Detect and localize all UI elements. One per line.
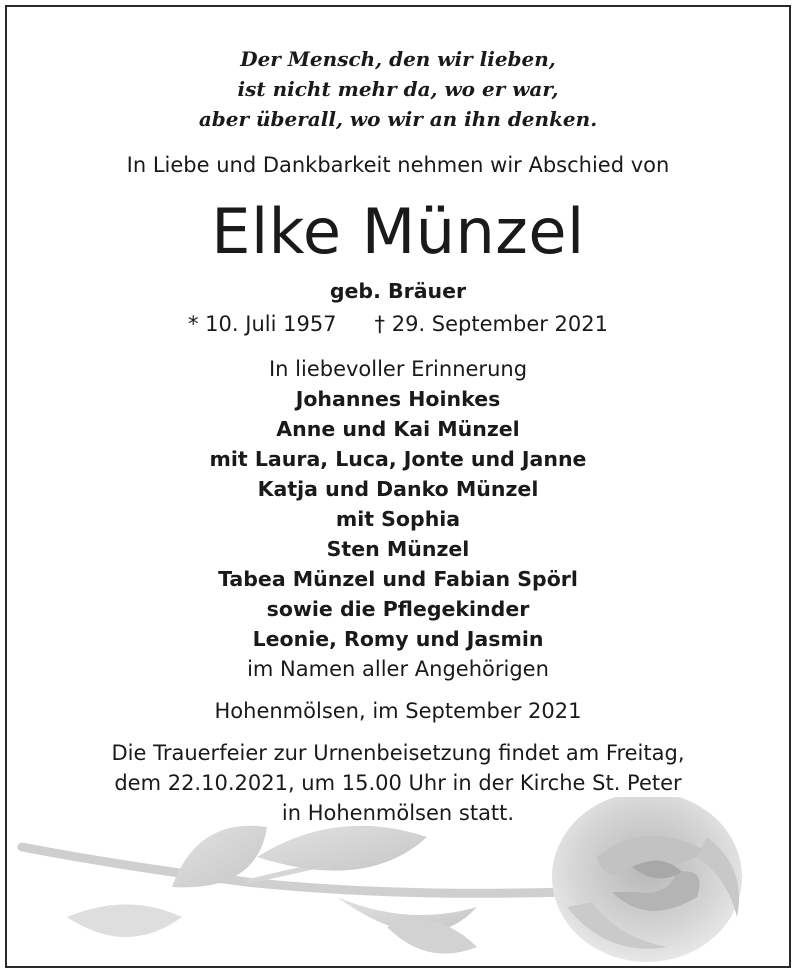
death-date: † 29. September 2021 [374, 312, 608, 336]
poem-line-1: Der Mensch, den wir lieben, [240, 47, 556, 71]
mourner-line: mit Sophia [335, 507, 461, 531]
mourner-line: Sten Münzel [326, 537, 470, 561]
birth-name: geb. Bräuer [329, 279, 467, 303]
mourner-line: Tabea Münzel und Fabian Spörl [218, 567, 578, 591]
obituary-notice [5, 5, 791, 968]
memory-line: In liebevoller Erinnerung [268, 357, 528, 381]
ceremony-line: dem 22.10.2021, um 15.00 Uhr in der Kirche St. Peter [114, 771, 682, 795]
birth-date: * 10. Juli 1957 [188, 312, 337, 336]
mourner-line: sowie die Pflegekinder [266, 597, 530, 621]
on-behalf-line: im Namen aller Angehörigen [247, 657, 549, 681]
ceremony-line: Die Trauerfeier zur Urnenbeisetzung findet am Freitag, [111, 741, 685, 765]
farewell-intro: In Liebe und Dankbarkeit nehmen wir Abschied von [126, 153, 670, 177]
mourner-line: Johannes Hoinkes [295, 387, 501, 411]
mourner-line: Anne und Kai Münzel [276, 417, 520, 441]
mourner-line: Leonie, Romy und Jasmin [252, 627, 544, 651]
poem-line-2: ist nicht mehr da, wo er war, [237, 77, 559, 101]
deceased-name: Elke Münzel [211, 195, 585, 268]
rose-illustration [7, 797, 791, 968]
life-dates [7, 312, 789, 336]
poem-line-3: aber überall, wo wir an ihn denken. [198, 107, 598, 131]
mourner-line: Katja und Danko Münzel [257, 477, 539, 501]
ceremony-line: in Hohenmölsen statt. [281, 801, 515, 825]
place-date: Hohenmölsen, im September 2021 [214, 699, 582, 723]
mourner-line: mit Laura, Luca, Jonte und Janne [209, 447, 587, 471]
